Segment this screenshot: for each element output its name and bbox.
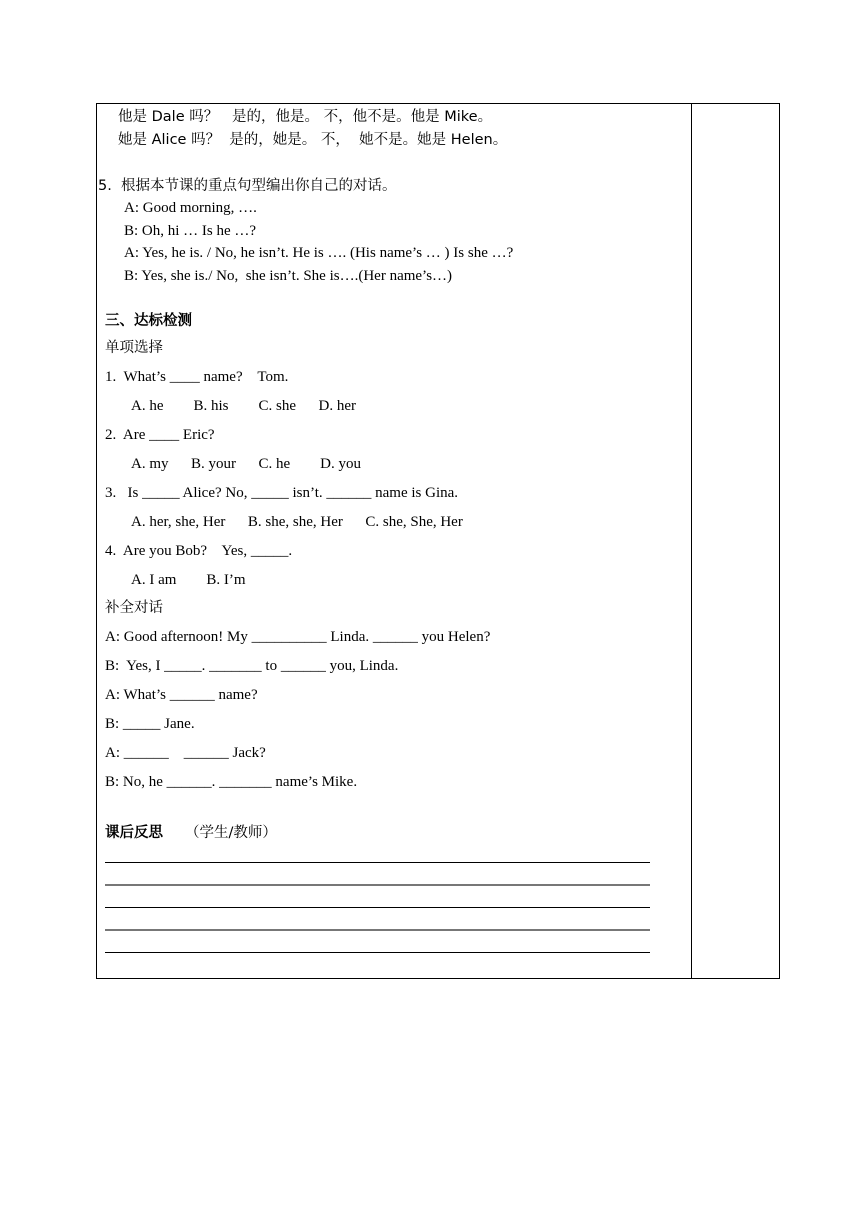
writing-line-1 [105,862,650,863]
writing-line-5 [105,952,650,953]
example-line-2: 她是 Alice 吗？ 是的，她是。 不， 她不是。她是 Helen。 [118,132,508,148]
dialog-line-1: A: Good afternoon! My __________ Linda. ______ you Helen? [105,629,491,645]
dialog-line-6: B: No, he ______. _______ name’s Mike. [105,774,358,790]
dialog-line-3: A: What’s ______ name? [105,687,258,703]
question-1-options: A. he B. his C. she D. her [131,398,356,414]
task5-line-3: A: Yes, he is. / No, he isn’t. He is …. (His name’s … ) Is she …? [124,245,514,261]
task5-line-1: A: Good morning, …. [124,200,257,216]
task5-line-2: B: Oh, hi … Is he …? [124,223,257,239]
question-4: 4. Are you Bob? Yes, _____. [105,543,293,559]
writing-line-3 [105,907,650,908]
question-3: 3. Is _____ Alice? No, _____ isn’t. ______ name is Gina. [105,485,459,501]
dialog-completion-label: 补全对话 [105,600,163,616]
writing-line-2 [105,884,650,886]
dialog-line-5: A: ______ ______ Jack? [105,745,266,761]
column-divider [691,104,692,978]
single-choice-label: 单项选择 [105,340,163,356]
dialog-line-4: B: _____ Jane. [105,716,195,732]
question-2: 2. Are ____ Eric? [105,427,215,443]
reflection-title: 课后反思 [105,825,163,841]
question-4-options: A. I am B. I’m [131,572,246,588]
question-1: 1. What’s ____ name? Tom. [105,369,289,385]
task5-line-4: B: Yes, she is./ No, she isn’t. She is….(Her name’s…) [124,268,453,284]
reflection-note: （学生/教师） [185,825,277,841]
question-3-options: A. her, she, Her B. she, she, Her C. she, She, Her [131,514,463,530]
question-2-options: A. my B. your C. he D. you [131,456,361,472]
example-line-1: 他是 Dale 吗？ 是的，他是。 不，他不是。他是 Mike。 [118,109,493,125]
dialog-line-2: B: Yes, I _____. _______ to ______ you, Linda. [105,658,399,674]
writing-line-4 [105,929,650,931]
task5-heading: 5. 根据本节课的重点句型编出你自己的对话。 [98,178,397,194]
section3-title: 三、达标检测 [105,313,192,329]
